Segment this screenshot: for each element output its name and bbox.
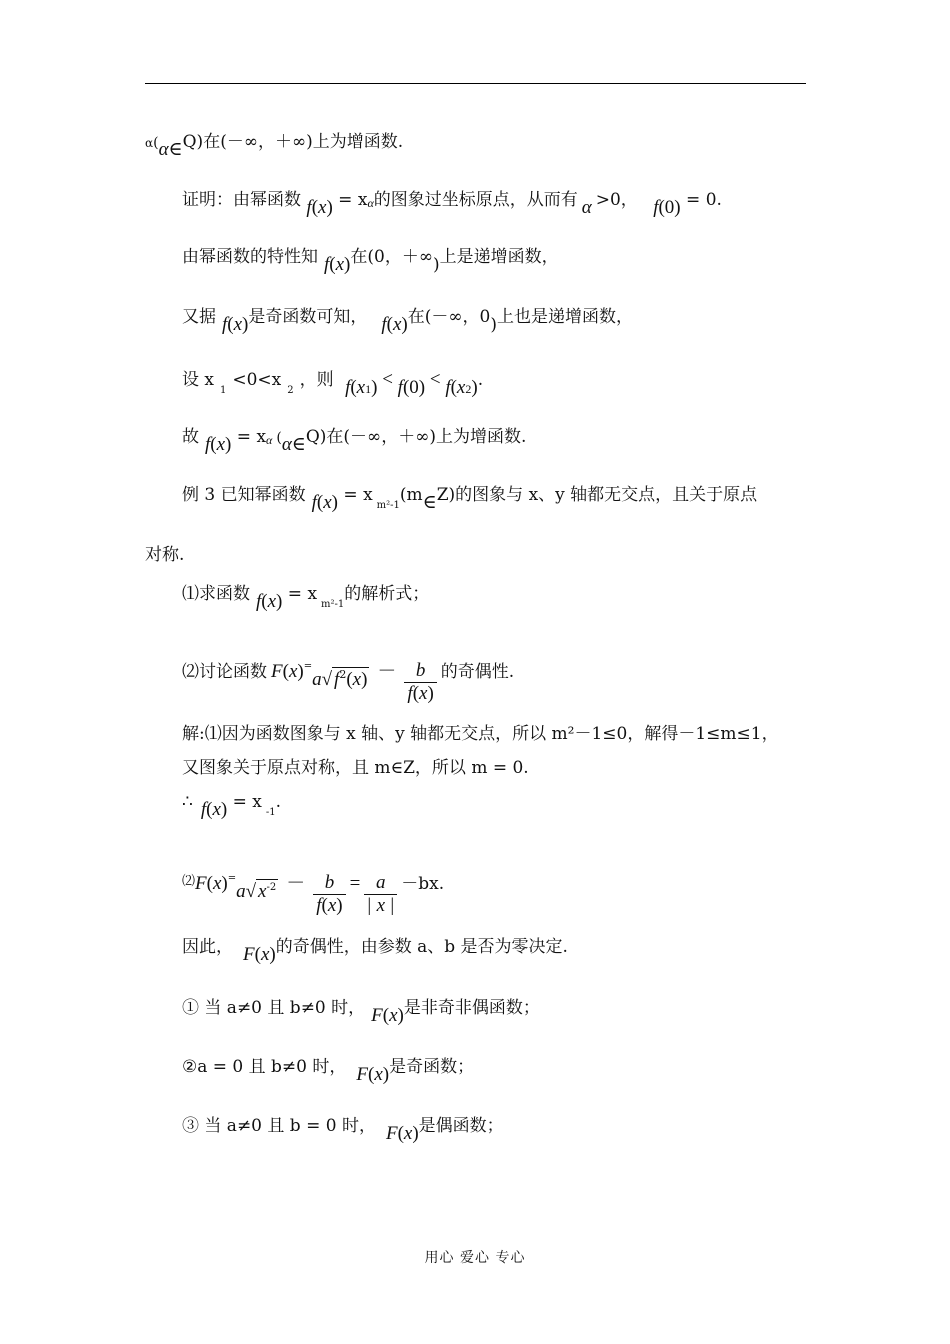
proof-text-b: 是奇函数可知，: [248, 307, 368, 327]
proof-text-b: Q)在(－∞，＋∞)上为增函数.: [305, 427, 527, 447]
exponent: m²-1: [376, 500, 400, 511]
proof-text-c: >0，: [595, 190, 638, 210]
var-x: x: [256, 427, 267, 447]
math-alpha-in: α∈: [158, 139, 183, 160]
fraction-b-over-fx: $\frac{b}{f(x)}$: [313, 872, 345, 917]
proof-text-b: <0<x: [232, 370, 282, 390]
solution-line-3: ∴ $f(x) = x_{-1}$.: [182, 792, 282, 820]
sub-1: 1: [220, 385, 227, 396]
proof-text: 又据: [182, 307, 216, 327]
var-x: x: [252, 792, 262, 812]
alpha-symbol: α: [145, 136, 154, 150]
fraction-a-over-abs-x: $\frac{a}{| x |}$: [364, 872, 397, 917]
var-x: x: [357, 190, 368, 210]
solution-line-2: [182, 756, 529, 780]
proof-text: 故: [182, 427, 199, 447]
exponent: -1: [265, 807, 276, 818]
part-2-label: ⑵: [182, 874, 196, 889]
proof-text-b: 在(0，＋∞: [350, 247, 433, 267]
sqrt-expression: √ $f^2(x)$: [322, 667, 370, 694]
example-text: (m: [399, 485, 423, 505]
question-1: ⑴求函数 $f(x) = x_{m^2-1}$的解析式；: [182, 584, 430, 612]
sqrt-expression: √ $x^{-2}$: [246, 879, 279, 907]
case-2: ②a = 0 且 b≠0 时， F(x)是奇函数；: [182, 1057, 475, 1085]
question-text: ⑵讨论函数: [182, 662, 267, 682]
case-text: ②a = 0 且 b≠0 时，: [182, 1057, 347, 1077]
line1-text: Q)在(－∞，＋∞)上为增函数.: [182, 132, 404, 152]
case-text: ① 当 a≠0 且 b≠0 时，: [182, 998, 366, 1018]
proof-line-3: 又据 f(x)是奇函数可知， f(x)在(－∞，0)上也是递增函数，: [182, 307, 633, 335]
question-text: ⑴求函数: [182, 584, 250, 604]
solution-text-b: 的奇偶性，由参数 a、b 是否为零决定.: [275, 937, 568, 957]
period: .: [275, 792, 282, 812]
proof-line-1: 证明：由幂函数 f(x) = xα的图象过坐标原点，从而有 α >0， f(0) = 0.: [182, 190, 722, 218]
solution-text: 因此，: [182, 937, 233, 957]
sub-2: 2: [287, 385, 294, 396]
proof-text-b: 的图象过坐标原点，从而有: [373, 190, 578, 210]
proof-text-d: 0.: [705, 190, 722, 210]
question-2: ⑵讨论函数 F(x)=a√ $f^2(x)$ － $\frac{b}{f(x)}$ 的奇偶性.: [182, 660, 515, 704]
solution-text: 解:⑴因为函数图象与 x 轴、y 轴都无交点，所以 m²－1≤0，解得－1≤m≤1，: [182, 724, 779, 744]
example-text: 对称.: [145, 545, 185, 565]
solution-line-5: 因此， F(x)的奇偶性，由参数 a、b 是否为零决定.: [182, 937, 568, 965]
example-title: 例 3 已知幂函数: [182, 485, 306, 505]
proof-text-c: 上是递增函数，: [439, 247, 559, 267]
math-f-of-x: f: [306, 197, 312, 218]
example-text-b: Z)的图象与 x、y 轴都无交点，且关于原点: [436, 485, 758, 505]
proof-line-4: 设 $x_1<0<x_2$，则 $f(x_1) < f(0) < f(x_2)$.: [182, 369, 484, 398]
case-text: ③ 当 a≠0 且 b = 0 时，: [182, 1116, 376, 1136]
solution-line-4: ⑵F(x)=a√ $x^{-2}$ － $\frac{b}{f(x)}$ = $\frac{a}{| x |}$ －bx.: [182, 872, 445, 916]
case-1: ① 当 a≠0 且 b≠0 时， F(x)是非奇非偶函数；: [182, 998, 540, 1026]
question-text-b: 的奇偶性.: [440, 662, 515, 682]
proof-text-c: 在(－∞，0: [407, 307, 491, 327]
case-text-b: 是非奇非偶函数；: [403, 998, 540, 1018]
solution-text: －bx.: [401, 874, 445, 894]
question-text-b: 的解析式；: [344, 584, 430, 604]
exponent: m²-1: [321, 599, 345, 610]
proof-text: 证明：由幂函数: [182, 190, 301, 210]
page-footer: 用心 爱心 专心: [424, 1250, 526, 1266]
therefore-symbol: ∴: [182, 792, 193, 812]
solution-line-1: [182, 722, 779, 746]
proof-text: 由幂函数的特性知: [182, 247, 318, 267]
fraction-b-over-fx: $\frac{b}{f(x)}$: [404, 660, 436, 705]
proof-text-c: ，则: [299, 370, 334, 390]
solution-text: 又图象关于原点对称，且 m∈Z，所以 m = 0.: [182, 758, 529, 778]
example-line-2: [145, 543, 184, 567]
proof-line-2: 由幂函数的特性知 f(x)在(0，＋∞)上是递增函数，: [182, 247, 559, 275]
proof-text-d: 上也是递增函数，: [497, 307, 633, 327]
var-x: x: [307, 584, 318, 604]
proof-line-5: 故 f(x) = xα (α∈Q)在(－∞，＋∞)上为增函数.: [182, 427, 527, 455]
proof-text: 设 x: [182, 370, 214, 390]
var-x: x: [363, 485, 373, 505]
case-text-b: 是偶函数；: [418, 1116, 504, 1136]
case-3: ③ 当 a≠0 且 b = 0 时， F(x)是偶函数；: [182, 1116, 504, 1144]
text-line-1: α(α∈Q)在(－∞，＋∞)上为增函数.: [145, 132, 404, 160]
header-rule: [145, 83, 806, 84]
case-text-b: 是奇函数；: [389, 1057, 475, 1077]
example-line-1: 例 3 已知幂函数 $f(x) = x_{m^2-1}(m\in Z)$的图象与 x、y 轴都无交点，且关于原点: [182, 485, 758, 513]
